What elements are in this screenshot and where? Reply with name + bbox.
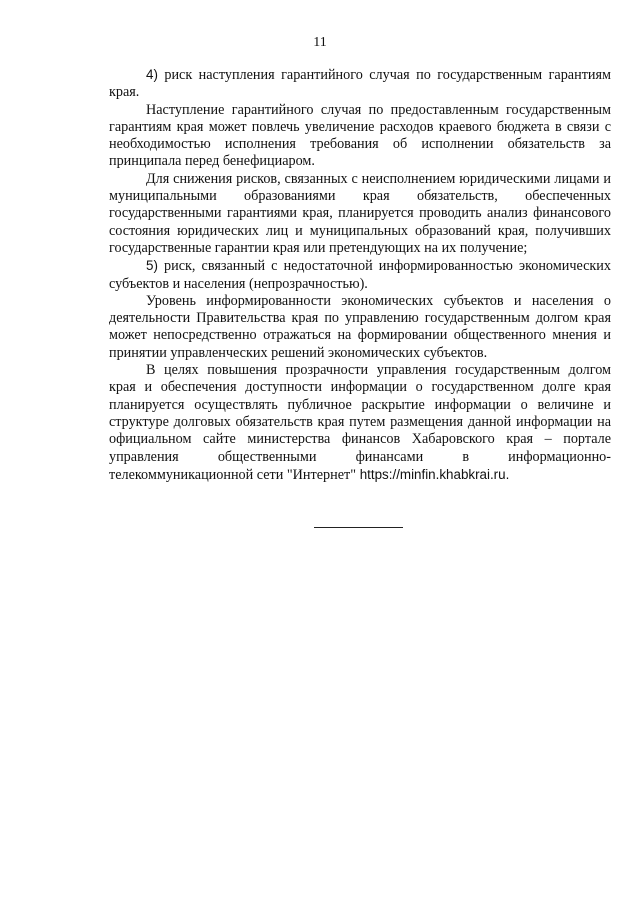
list-number-4: 4)	[146, 67, 158, 82]
paragraph-risk-5	[109, 257, 611, 293]
list-number-5: 5)	[146, 258, 158, 274]
page-number: 11	[313, 35, 327, 50]
paragraph-risk-reduction: Для снижения рисков, связанных с неисполнением юридическими лицами и муниципальными образованиями края обязательств, обеспеченных государственными гарантиями края, планируется проводить анализ финансового состояния юридических лиц и муниципальных образований края, получивших государственные гарантии края или претендующих на их получение;	[109, 170, 611, 256]
closing-divider	[314, 527, 403, 528]
paragraph-transparency	[109, 362, 611, 484]
paragraph-text: риск, связанный с недостаточной информированностью экономических субъектов и населения (непрозрачностью).	[109, 258, 611, 292]
website-link[interactable]: https://minfin.khabkrai.ru.	[356, 466, 510, 482]
paragraph-text: риск наступления гарантийного случая по государственным гарантиям края.	[109, 67, 611, 101]
paragraph-awareness: Уровень информированности экономических субъектов и населения о деятельности Правительства края по управлению государственным долгом края может непосредственно отражаться на формировании общественного мнения и принятии управленческих решений экономических субъектов.	[109, 292, 611, 361]
paragraph-text: В целях повышения прозрачности управления государственным долгом края и обеспечения доступности информации о государственном долге края планируется осуществлять публичное раскрытие информации о величине и структуре долговых обязательств края путем размещения данной информации на официальном сайте министерства финансов Хабаровского края – портале управления общественными финансами в информационно-телекоммуникационной сети "Интернет"	[109, 362, 611, 483]
paragraph-guarantee-event: Наступление гарантийного случая по предоставленным государственным гарантиям края может повлечь увеличение расходов краевого бюджета в связи с необходимостью исполнения требования об исполнении обязательств за принципала перед бенефициаром.	[109, 101, 611, 170]
paragraph-risk-4	[109, 66, 611, 102]
document-body	[109, 66, 611, 484]
